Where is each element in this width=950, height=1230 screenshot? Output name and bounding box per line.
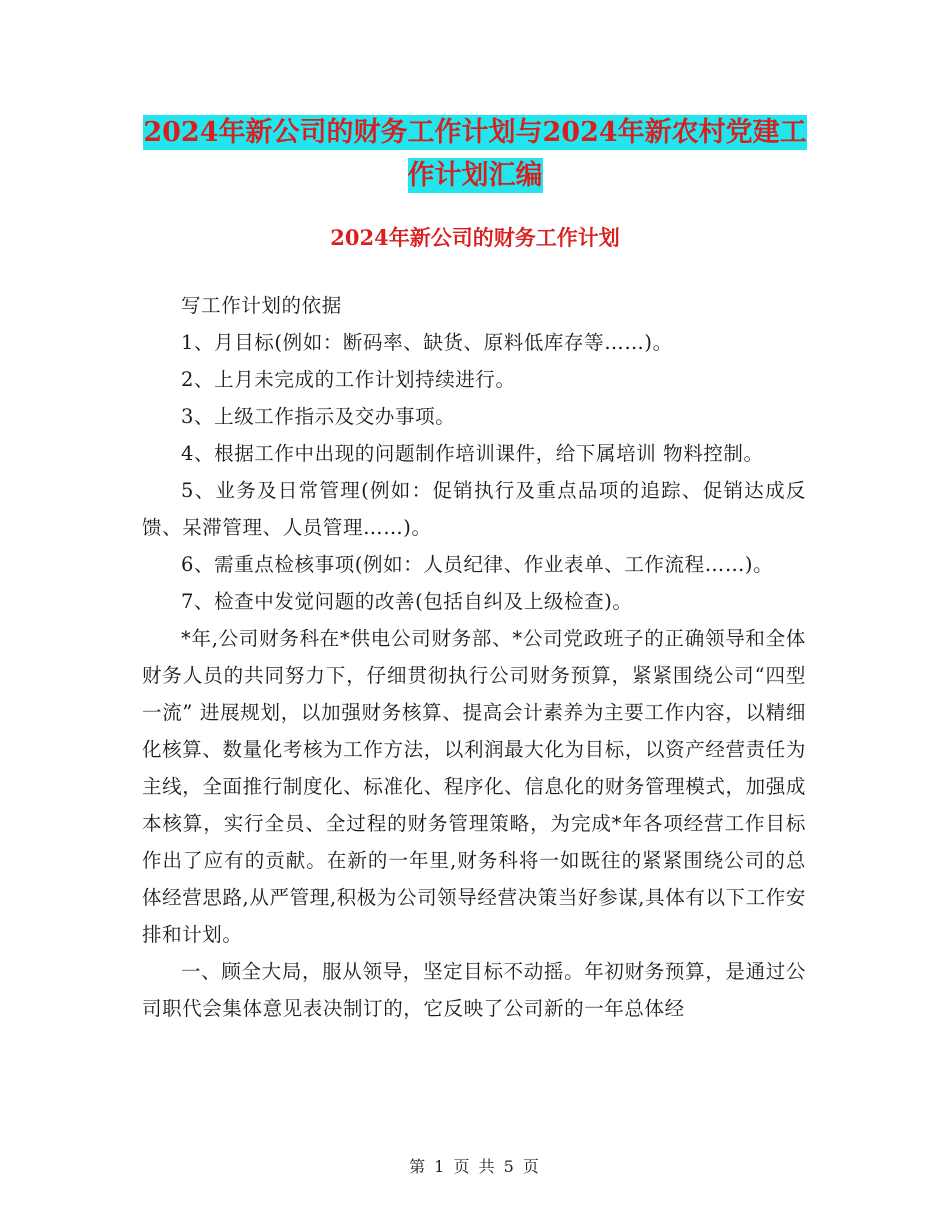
paragraph: 3、上级工作指示及交办事项。	[181, 405, 456, 428]
paragraph: 写工作计划的依据	[181, 294, 342, 317]
paragraph: 6、需重点检核事项(例如：人员纪律、作业表单、工作流程……)。	[181, 553, 774, 576]
section-title: 2024年新公司的财务工作计划	[330, 225, 620, 250]
title-highlight: 作计划汇编	[407, 160, 543, 191]
paragraph: 4、根据工作中出现的问题制作培训课件，给下属培训 物料控制。	[181, 442, 764, 465]
document-body	[142, 287, 806, 1027]
paragraph: 7、检查中发觉问题的改善(包括自纠及上级检查)。	[181, 590, 633, 613]
paragraph: 1、月目标(例如：断码率、缺货、原料低库存等……)。	[181, 331, 673, 354]
page-footer: 第 1 页 共 5 页	[409, 1157, 541, 1176]
document-title-line-2	[120, 153, 830, 199]
paragraph: 2、上月未完成的工作计划持续进行。	[181, 368, 516, 391]
paragraph: 一、顾全大局，服从领导，坚定目标不动摇。年初财务预算，是通过公司职代会集体意见表决制订的，它反映了公司新的一年总体经	[142, 960, 806, 1020]
title-highlight: 2024年新公司的财务工作计划与2024年新农村党建工	[143, 117, 807, 148]
paragraph: 5、业务及日常管理(例如：促销执行及重点品项的追踪、促销达成反馈、呆滞管理、人员管理……)。	[142, 479, 806, 539]
document-title-line-1	[120, 110, 830, 156]
paragraph: *年,公司财务科在*供电公司财务部、*公司党政班子的正确领导和全体财务人员的共同努力下，仔细贯彻执行公司财务预算，紧紧围绕公司“四型一流” 进展规划，以加强财务核算、提高会计素养为主要工作内容，以精细化核算、数量化考核为工作方法，以利润最大化为目标，以资产经营责任为主线，全面推行制度化、标准化、程序化、信息化的财务管理模式，加强成本核算，实行全员、全过程的财务管理策略，为完成*年各项经营工作目标作出了应有的贡献。在新的一年里,财务科将一如既往的紧紧围绕公司的总体经营思路,从严管理,积极为公司领导经营决策当好参谋,具体有以下工作安排和计划。	[142, 627, 806, 946]
